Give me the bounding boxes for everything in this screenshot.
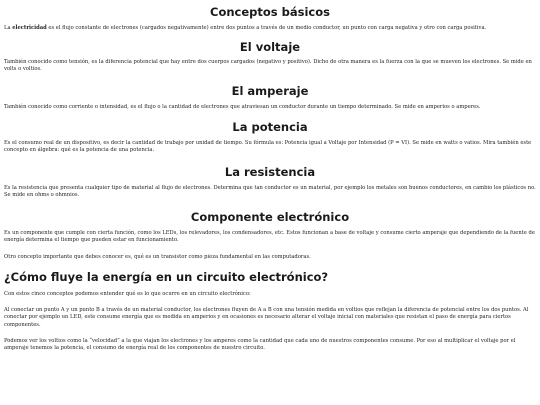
paragraph-rest: es el flujo constante de electrones (cargados negativamente) entre dos puntos a través de un medio conductor, un punto con carga negativa y otro con carga positiva. xyxy=(46,25,487,31)
paragraph-flujo-3: Podemos ver los voltios como la “velocidad” a la que viajan los electrones y los amperes como la cantidad que cada uno de nuestros componentes consume. Por eso al multiplicar el voltaje por el amperaje tenemos la potencia, el consumo de energía real de los componentes de nuestro circuito. xyxy=(4,338,516,352)
paragraph-voltaje: También conocido como tensión, es la diferencia potencial que hay entre dos cuerpos cargados (negativo y positivo). Dicho de otra manera es la fuerza con la que se mueven los electrones. Se mide en volts o voltios. xyxy=(4,59,532,73)
heading-resistencia: La resistencia xyxy=(224,165,316,179)
paragraph-flujo-1: Con estos cinco conceptos podemos entender qué es lo que ocurre en un circuito electrónico: xyxy=(4,291,251,297)
paragraph-potencia: Es el consumo real de un dispositivo, es decir la cantidad de trabajo por unidad de tiempo. Su fórmula es: Potencia igual a Voltaje por Intensidad (P = VI). Se mide en watts o vatios. Mira también este concepto en álgebra: qué es la potencia de una potencia. xyxy=(4,140,532,154)
heading-conceptos-basicos: Conceptos básicos xyxy=(210,5,330,19)
heading-voltaje: El voltaje xyxy=(239,40,301,54)
paragraph-lead: La xyxy=(4,25,13,31)
paragraph-electricidad xyxy=(4,25,536,32)
paragraph-resistencia: Es la resistencia que presenta cualquier tipo de material al flujo de electrones. Determina que tan conductor es un material, por ejemplo los metales son buenos conductores, en cambio los plásticos no. Se mide en ohms o ohmnios. xyxy=(4,185,536,199)
paragraph-componente-2: Otro concepto importante que debes conocer es, qué es un transistor como pieza fundamental en las computadoras. xyxy=(4,254,311,260)
heading-amperaje: El amperaje xyxy=(231,84,309,98)
heading-componente-electronico: Componente electrónico xyxy=(190,210,350,224)
heading-como-fluye: ¿Cómo fluye la energía en un circuito electrónico? xyxy=(4,270,329,284)
term-electricidad: electricidad xyxy=(12,25,47,31)
paragraph-flujo-2: Al conectar un punto A y un punto B a través de un material conductor, los electrones fluyen de A a B con una tensión medida en voltios que reflejan la diferencia de potencial entre los dos puntos. Al conectar por ejemplo un LED, este consume energía que es medida en amperios y en ocasiones es necesario alterar el voltaje inicial con materiales que resistan el paso de energía para ciertos componentes. xyxy=(4,307,529,328)
heading-potencia: La potencia xyxy=(232,120,308,134)
paragraph-componente-1: Es un componente que cumple con cierta función, como los LEDs, los relevadores, los condensadores, etc. Estos funcionan a base de voltaje y consume cierto amperaje que dependiendo de la fuente de energía determina el tiempo que pueden estar en funcionamiento. xyxy=(4,230,535,244)
paragraph-amperaje: También conocido como corriente o intensidad, es el flujo o la cantidad de electrones que atraviesan un conductor durante un tiempo determinado. Se mide en amperios o amperes. xyxy=(4,104,481,110)
